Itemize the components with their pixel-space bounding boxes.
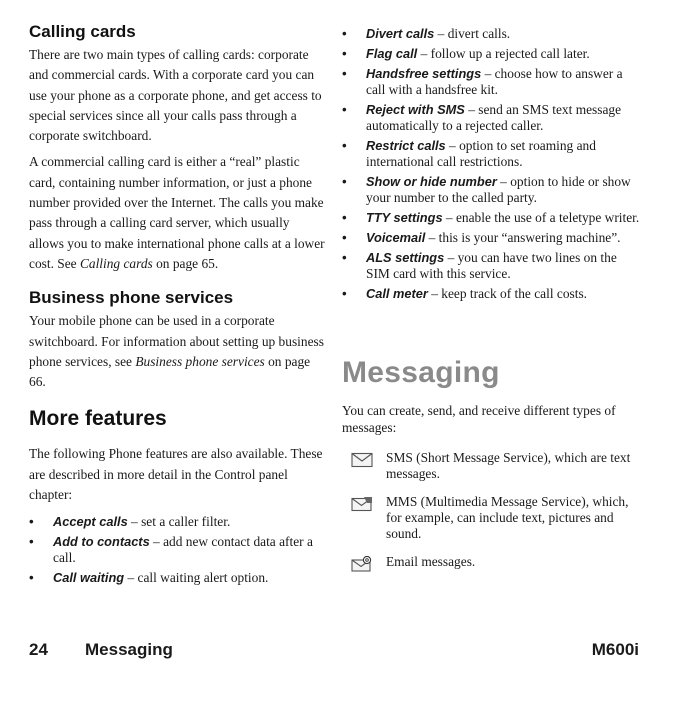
mms-envelope-icon [351,496,373,512]
right-column [342,26,642,582]
calling-cards-p2-text: A commercial calling card is either a “real” plastic card, containing number information, or just a phone number provided over the Internet. The calls you make pass through a calling card server, which usually allows you to make international phone calls at a lower cost. See [29,154,325,271]
feature-term: ALS settings [366,250,445,265]
footer-section-title: Messaging [85,640,173,659]
message-type-email [342,554,642,570]
feature-term: Voicemail [366,230,426,245]
list-item [29,514,325,530]
business-p-tail: on page 66. [29,353,311,390]
list-item [342,250,642,282]
feature-desc: – option to hide or show your number to the called party. [366,174,631,205]
business-p-text: Your mobile phone can be used in a corporate switchboard. For information about setting up business phone services, see [29,313,324,369]
list-item [342,138,642,170]
more-features-list [29,514,325,586]
more-features-heading: More features [29,407,167,431]
list-item [342,26,642,42]
feature-term: Reject with SMS [366,102,465,117]
feature-desc: – send an SMS text message automatically to a rejected caller. [366,102,622,133]
message-type-mms [342,494,642,542]
feature-desc: – keep track of the call costs. [427,286,588,301]
feature-term: Handsfree settings [366,66,482,81]
feature-desc: – option to set roaming and international call restrictions. [366,138,596,169]
feature-term: Show or hide number [366,174,497,189]
list-item [342,230,642,246]
footer-model-name: M600i [591,640,639,659]
feature-term: Accept calls [53,514,128,530]
features-list-continued [342,26,642,302]
list-item [342,102,642,134]
email-envelope-icon [351,556,373,572]
left-column [29,22,325,590]
list-item [342,210,642,226]
message-type-text: Email messages. [386,554,476,569]
feature-desc: – add new contact data after a call. [53,534,313,566]
feature-term: Call meter [366,286,428,301]
calling-cards-p2-tail: on page 65. [152,255,219,271]
messaging-intro: You can create, send, and receive different types of messages: [342,403,616,435]
page-number: 24 [29,640,48,659]
feature-desc: – enable the use of a teletype writer. [442,210,640,225]
feature-desc: – follow up a rejected call later. [417,46,590,61]
list-item [342,286,642,302]
business-services-paragraph [29,311,325,392]
list-item [342,66,642,98]
sms-envelope-icon [351,452,373,468]
calling-cards-heading: Calling cards [29,22,136,41]
list-item [29,534,325,566]
more-features-intro: The following Phone features are also available. These are described in more detail in the Control panel chapter: [29,446,323,503]
list-item [29,570,325,586]
feature-desc: – divert calls. [434,26,511,41]
feature-term: Flag call [366,46,418,61]
list-item [342,46,642,62]
feature-desc: – call waiting alert option. [124,570,269,586]
message-type-text: SMS (Short Message Service), which are text messages. [386,450,631,481]
calling-cards-paragraph-1: There are two main types of calling cards: corporate and commercial cards. With a corporate card you can use your phone as a corporate phone, and get access to special services since all your calls pass through a corporate switchboard. [29,47,322,144]
feature-term: Restrict calls [366,138,446,153]
business-services-heading: Business phone services [29,288,234,308]
feature-term: Call waiting [53,570,125,586]
feature-desc: – you can have two lines on the SIM card with this service. [366,250,617,281]
feature-desc: – this is your “answering machine”. [425,230,621,245]
page-footer [29,640,639,662]
message-type-sms [342,450,642,482]
calling-cards-paragraph-2 [29,152,325,274]
list-item [342,174,642,206]
calling-cards-xref: Calling cards [79,255,153,271]
message-type-text: MMS (Multimedia Message Service), which, for example, can include text, pictures and sound. [386,494,629,541]
feature-desc: – choose how to answer a call with a handsfree kit. [366,66,623,97]
feature-desc: – set a caller filter. [127,514,231,530]
messaging-heading: Messaging [342,356,500,389]
feature-term: TTY settings [366,210,443,225]
feature-term: Divert calls [366,26,435,41]
business-services-xref: Business phone services [135,353,265,369]
feature-term: Add to contacts [53,534,150,550]
